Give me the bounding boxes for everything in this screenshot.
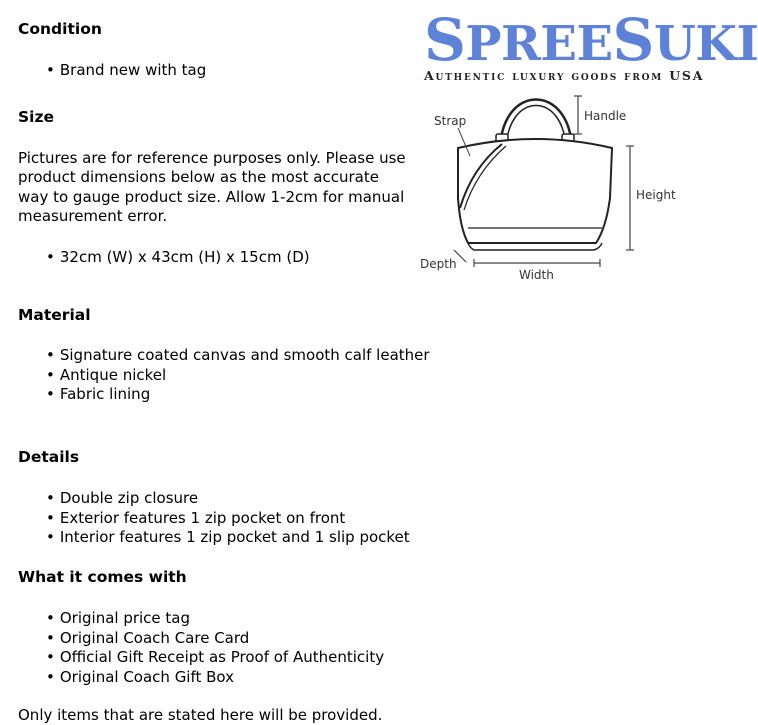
logo-title: SPREESUKI — [424, 6, 758, 74]
footer-note: Only items that are stated here will be provided. — [18, 706, 383, 724]
condition-heading: Condition — [18, 20, 102, 38]
list-item: • Antique nickel — [46, 366, 430, 386]
details-list — [46, 489, 410, 548]
size-heading: Size — [18, 108, 55, 126]
logo-tagline: Authentic luxury goods from USA — [424, 68, 705, 83]
condition-list — [46, 61, 206, 81]
list-item: • Brand new with tag — [46, 61, 206, 81]
list-item: • Official Gift Receipt as Proof of Authenticity — [46, 648, 384, 668]
size-list — [46, 248, 310, 268]
bag-dimensions-diagram — [412, 88, 682, 288]
list-item: • Signature coated canvas and smooth calf leather — [46, 346, 430, 366]
details-heading: Details — [18, 448, 80, 466]
list-item: • Interior features 1 zip pocket and 1 slip pocket — [46, 528, 410, 548]
bag-base — [468, 243, 602, 250]
comes-with-heading: What it comes with — [18, 568, 187, 586]
comes-with-list — [46, 609, 384, 687]
strap-label: Strap — [434, 114, 467, 128]
list-item: • Original Coach Gift Box — [46, 668, 384, 688]
list-item: • Original price tag — [46, 609, 384, 629]
list-item: • Fabric lining — [46, 385, 430, 405]
material-heading: Material — [18, 306, 91, 324]
list-item: • Exterior features 1 zip pocket on front — [46, 509, 410, 529]
handle-label: Handle — [584, 109, 627, 123]
height-label: Height — [636, 188, 676, 202]
list-item: • 32cm (W) x 43cm (H) x 15cm (D) — [46, 248, 310, 268]
spreesuki-logo — [424, 6, 758, 83]
width-label: Width — [519, 268, 554, 282]
depth-label: Depth — [420, 257, 457, 271]
list-item: • Original Coach Care Card — [46, 629, 384, 649]
list-item: • Double zip closure — [46, 489, 410, 509]
size-description: Pictures are for reference purposes only. Please use product dimensions below as the most accurate way to gauge product size. Allow 1-2cm for manual measurement error. — [18, 149, 406, 225]
material-list — [46, 346, 430, 405]
